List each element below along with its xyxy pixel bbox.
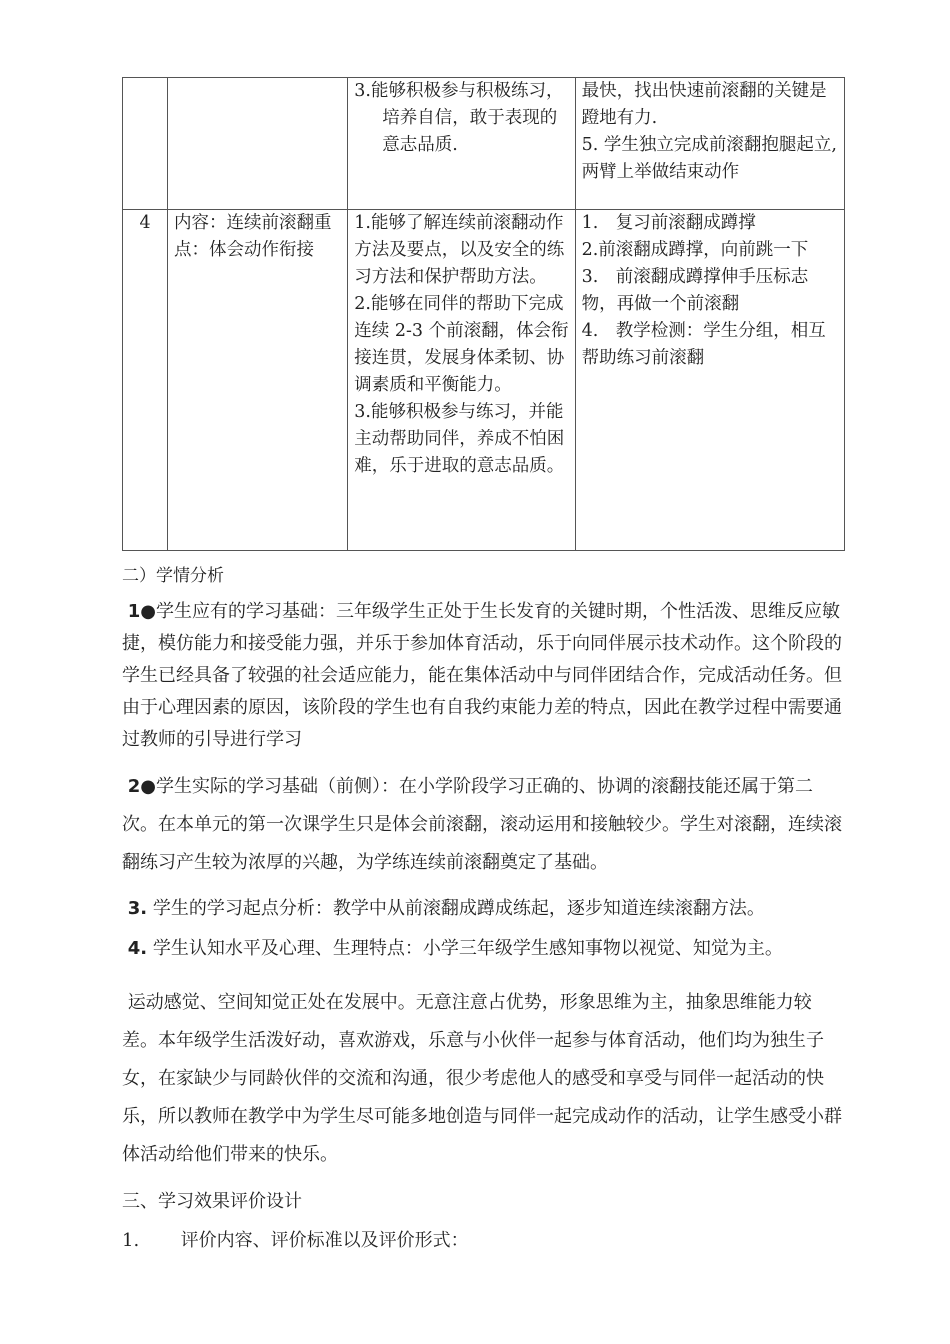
goal-item: 2.能够在同伴的帮助下完成连续 2-3 个前滚翻，体会衔接连贯，发展身体柔韧、协调素质和平衡能力。 — [354, 294, 569, 395]
paragraph-actual-foundation — [122, 768, 847, 882]
step-item: 3. 前滚翻成蹲撑伸手压标志物，再做一个前滚翻 — [581, 267, 809, 314]
table-row — [123, 210, 845, 551]
paragraph-starting-point — [122, 893, 847, 925]
lesson-steps-cell — [575, 210, 844, 551]
paragraph-expected-foundation — [122, 596, 847, 756]
paragraph-number: 1● — [127, 601, 156, 622]
paragraph-number: 4. — [127, 938, 148, 959]
section-heading-evaluation: 三、学习效果评价设计 — [122, 1191, 302, 1212]
goal-item: 3.能够积极参与练习，并能主动帮助同伴，养成不怕困难，乐于进取的意志品质。 — [354, 402, 565, 476]
paragraph-text: 运动感觉、空间知觉正处在发展中。无意注意占优势，形象思维为主，抽象思维能力较差。本年级学生活泼好动，喜欢游戏，乐意与小伙伴一起参与体育活动，他们均为独生子女，在家缺少与同龄伙伴的交流和沟通，很少考虑他人的感受和享受与同伴一起活动的快乐，所以教师在教学中为学生尽可能多地创造与同伴一起完成动作的活动，让学生感受小群体活动给他们带来的快乐。 — [122, 992, 842, 1165]
paragraph-perception — [122, 984, 847, 1174]
table-row — [123, 78, 845, 210]
lesson-content-cell: 内容：连续前滚翻重点：体会动作衔接 — [168, 210, 348, 551]
lesson-goals-cell — [348, 210, 575, 551]
paragraph-text: 学生实际的学习基础（前侧）：在小学阶段学习正确的、协调的滚翻技能还属于第二次。在本单元的第一次课学生只是体会前滚翻，滚动运用和接触较少。学生对滚翻，连续滚翻练习产生较为浓厚的兴趣，为学练连续前滚翻奠定了基础。 — [122, 776, 842, 873]
lesson-number-cell: 4 — [123, 210, 168, 551]
paragraph-text: 学生的学习起点分析：教学中从前滚翻成蹲成练起，逐步知道连续滚翻方法。 — [152, 898, 765, 919]
goal-item: 3.能够积极参与积极练习，培养自信，敢于表现的意志品质. — [354, 81, 564, 155]
lesson-goals-cell — [348, 78, 575, 210]
paragraph-text: 学生应有的学习基础：三年级学生正处于生长发育的关键时期，个性活泼、思维反应敏捷，模仿能力和接受能力强，并乐于参加体育活动，乐于向同伴展示技术动作。这个阶段的学生已经具备了较强的社会适应能力，能在集体活动中与同伴团结合作，完成活动任务。但由于心理因素的原因，该阶段的学生也有自我约束能力差的特点，因此在教学过程中需要通过教师的引导进行学习 — [122, 601, 842, 750]
paragraph-number: 3. — [127, 898, 148, 919]
step-item: 5. 学生独立完成前滚翻抱腿起立, 两臂上举做结束动作 — [581, 135, 837, 182]
evaluation-item-1 — [122, 1226, 469, 1252]
goal-item: 1.能够了解连续前滚翻动作方法及要点，以及安全的练习方法和保护帮助方法。 — [354, 213, 565, 287]
lesson-plan-table — [122, 77, 845, 551]
paragraph-text: 学生认知水平及心理、生理特点：小学三年级学生感知事物以视觉、知觉为主。 — [152, 938, 783, 959]
item-text: 评价内容、评价标准以及评价形式： — [180, 1230, 469, 1251]
section-heading-learner-analysis: 二）学情分析 — [122, 566, 224, 586]
paragraph-number: 2● — [127, 776, 156, 797]
lesson-steps-cell — [575, 78, 844, 210]
step-item: 1. 复习前滚翻成蹲撑 — [581, 213, 756, 233]
step-item: 2.前滚翻成蹲撑，向前跳一下 — [581, 240, 809, 260]
paragraph-cognitive-level — [122, 933, 847, 965]
item-number: 1. — [122, 1230, 140, 1251]
step-item: 最快，找出快速前滚翻的关键是蹬地有力. — [581, 81, 827, 128]
lesson-number-cell — [123, 78, 168, 210]
step-item: 4. 教学检测：学生分组，相互帮助练习前滚翻 — [581, 321, 826, 368]
lesson-content-cell — [168, 78, 348, 210]
